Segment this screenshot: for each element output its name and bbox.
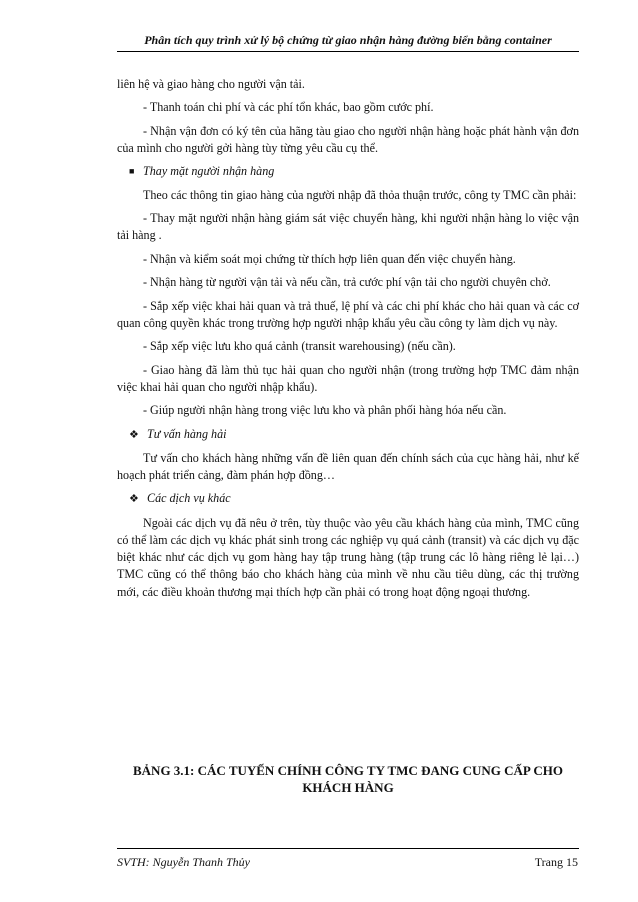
table-caption-line: BẢNG 3.1: CÁC TUYẾN CHÍNH CÔNG TY TMC ĐANG CUNG CẤP CHO: [133, 763, 563, 778]
diamond-bullet-icon: ❖: [129, 428, 139, 441]
paragraph: - Sắp xếp việc lưu kho quá cảnh (transit warehousing) (nếu cần).: [143, 339, 456, 354]
table-caption-line: KHÁCH HÀNG: [302, 780, 394, 795]
header-divider: [117, 51, 579, 52]
paragraph: - Nhận và kiểm soát mọi chứng từ thích hợp liên quan đến việc chuyển hàng.: [143, 251, 516, 266]
page-header-title: Phân tích quy trình xử lý bộ chứng từ giao nhận hàng đường biển bằng container: [144, 33, 552, 47]
paragraph: Ngoài các dịch vụ đã nêu ở trên, tùy thuộc vào yêu cầu khách hàng của mình, TMC cũng có thể làm các dịch vụ khác phát sinh trong các nghiệp vụ quá cảnh (transit) và các dịch vụ đặc biệt khác như các dịch vụ gom hàng hay tập trung hàng (tập trung các lô hàng riêng lẻ lại…) TMC cũng có thể thông báo cho khách hàng của mình về nhu cầu tiêu dùng, các thị trường mới, các điều khoản thương mại thích hợp cần phải có trong hoạt động ngoại thương.: [117, 515, 579, 599]
paragraph: - Giúp người nhận hàng trong việc lưu kho và phân phối hàng hóa nếu cần.: [143, 403, 507, 418]
section-heading: [117, 163, 579, 180]
footer-divider: [117, 848, 579, 849]
table-caption: [117, 762, 579, 796]
paragraph: - Thay mặt người nhận hàng giám sát việc chuyển hàng, khi người nhận hàng lo việc vận tải hàng .: [117, 211, 579, 243]
paragraph: liên hệ và giao hàng cho người vận tải.: [117, 77, 305, 91]
diamond-bullet-icon: ❖: [129, 493, 139, 506]
paragraph: Theo các thông tin giao hàng của người nhập đã thỏa thuận trước, công ty TMC cần phải:: [143, 187, 577, 202]
section-heading-text: Tư vấn hàng hải: [147, 426, 227, 441]
section-heading: [117, 426, 579, 444]
document-body: [117, 76, 579, 607]
paragraph: - Nhận vận đơn có ký tên của hãng tàu giao cho người nhận hàng hoặc phát hành vận đơn của mình cho người gởi hàng tùy từng yêu cầu cụ thể.: [117, 123, 579, 155]
footer-author: SVTH: Nguyễn Thanh Thủy: [117, 855, 250, 869]
paragraph: - Sắp xếp việc khai hải quan và trả thuế, lệ phí và các chi phí khác cho hải quan và các cơ quan công quyền khác trong trường hợp người nhập khẩu yêu cầu công ty làm dịch vụ này.: [117, 298, 579, 330]
section-heading-text: Thay mặt người nhận hàng: [143, 164, 275, 179]
section-heading-text: Các dịch vụ khác: [147, 491, 231, 506]
section-heading: [117, 490, 579, 508]
paragraph: - Giao hàng đã làm thủ tục hải quan cho người nhận (trong trường hợp TMC đảm nhận việc khai hải quan cho người nhập khẩu).: [117, 362, 579, 394]
paragraph: - Nhận hàng từ người vận tải và nếu cần, trả cước phí vận tải cho người chuyên chở.: [143, 275, 551, 290]
paragraph: Tư vấn cho khách hàng những vấn đề liên quan đến chính sách của cục hàng hải, như kế hoạch phát triển cảng, đàm phán hợp đồng…: [117, 450, 579, 483]
footer-page-number: Trang 15: [534, 855, 578, 869]
paragraph: - Thanh toán chi phí và các phí tổn khác, bao gồm cước phí.: [143, 100, 434, 115]
square-bullet-icon: ■: [129, 166, 135, 177]
